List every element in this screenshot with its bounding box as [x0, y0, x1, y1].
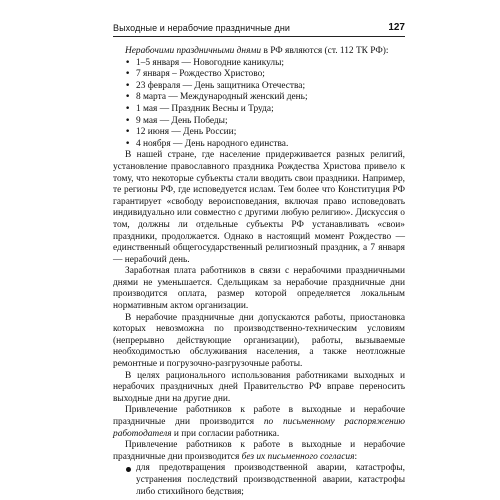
paragraph-day-transfer: В целях рационального использования работниками выходных и нерабочих праздничных дней Правительство РФ вправе переносить выходные дни на другие дни.	[113, 370, 405, 404]
holiday-item: • 4 ноября — День народного единства.	[113, 139, 405, 151]
running-title: Выходные и нерабочие праздничные дни	[113, 23, 291, 33]
cases-list	[113, 463, 405, 498]
holiday-item: • 7 января – Рождество Христово;	[113, 69, 405, 81]
paragraph-permitted-work: В нерабочие праздничные дни допускаются работы, приостановка которых невозможна по производственно-техническим условиям (непрерывно действующие организации), работы, вызываемые необходимостью обслуживания населения, а также неотложные ремонтные и погрузочно-разгрузочные работы.	[113, 312, 405, 370]
holiday-item: • 23 февраля — День защитника Отечества;	[113, 81, 405, 93]
paragraph-without-consent	[113, 440, 405, 463]
paragraph-written-order-emphasis: по письменному распоряжению работодателя	[113, 417, 405, 439]
paragraph-without-consent-a: Привлечение работников к работе в выходные и нерабочие праздничные дни производится	[113, 440, 405, 462]
holidays-intro-italic: Нерабочими праздничными днями	[125, 46, 262, 56]
paragraph-religion: В нашей стране, где население придерживается разных религий, установление православного праздника Рождества Христова привело к тому, что некоторые субъекты стали вводить свои праздники. Например, те регионы РФ, где исповедуется ислам. Тем более что Конституция РФ гарантирует «свободу вероисповедания, включая право исповедовать индивидуально или совместно с другими любую религию». Дискуссия о том, должны ли отдельные субъекты РФ устанавливать «свои» праздники, продолжается. Однако в настоящий момент Рождество — единственный общегосударственный религиозный праздник, а 7 января — нерабочий день.	[113, 150, 405, 265]
holiday-item: • 1–5 января — Новогодние каникулы;	[113, 58, 405, 70]
page-number: 127	[388, 22, 405, 33]
paragraph-without-consent-emphasis: без их письменного согласия	[241, 451, 355, 462]
paragraph-written-order-c: и при согласии работника.	[171, 428, 280, 439]
holiday-item: • 1 мая — Праздник Весны и Труда;	[113, 104, 405, 116]
holiday-item: • 12 июня — День России;	[113, 127, 405, 139]
holidays-intro-rest: в РФ являются (ст. 112 ТК РФ):	[261, 46, 389, 56]
paragraph-without-consent-c: :	[354, 451, 358, 462]
paragraph-written-order	[113, 405, 405, 440]
holiday-item: • 8 марта — Международный женский день;	[113, 92, 405, 104]
paragraph-written-order-a: Привлечение работников к работе в выходные и нерабочие праздничные дни производится	[113, 405, 405, 427]
holiday-item: • 9 мая — День Победы;	[113, 116, 405, 128]
running-header	[113, 22, 405, 37]
case-item: для предотвращения производственной аварии, катастрофы, устранения последствий производственной аварии, катастрофы либо стихийного бедствия;	[113, 463, 405, 498]
paragraph-wages: Заработная плата работников в связи с нерабочими праздничными днями не уменьшается. Сдельщикам за нерабочие праздничные дни производится оплата, размер которой определяется локальным нормативным актом организации.	[113, 266, 405, 312]
holidays-intro	[113, 46, 405, 58]
holiday-list	[113, 58, 405, 151]
page-body	[113, 46, 405, 498]
